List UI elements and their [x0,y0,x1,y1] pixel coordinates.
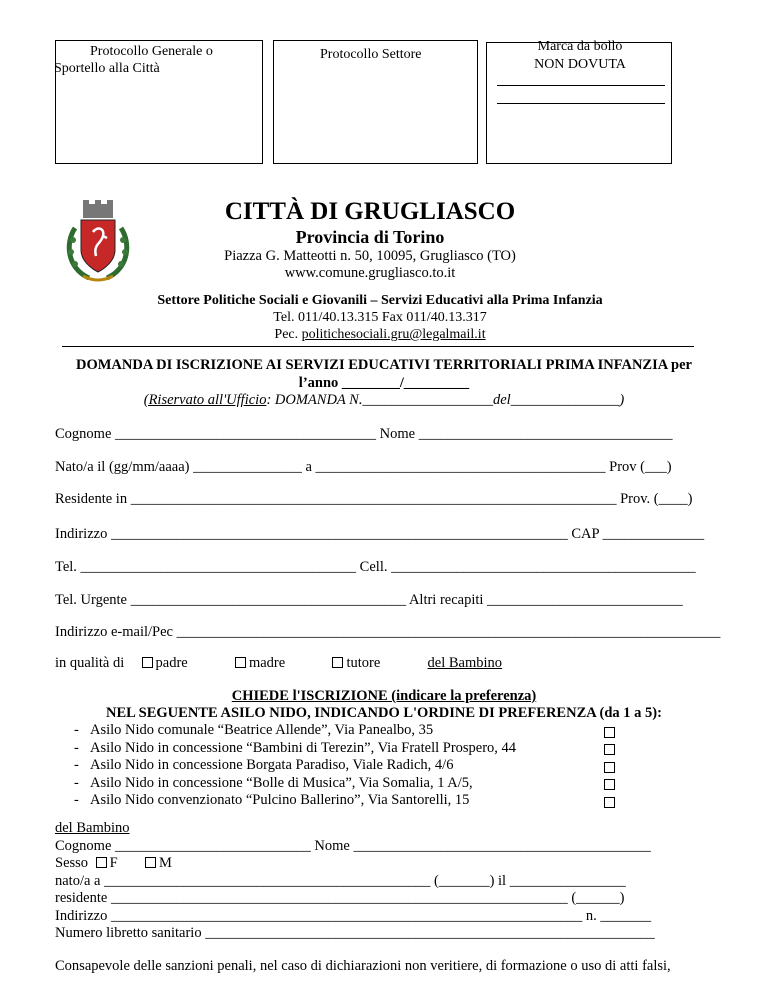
city-address: Piazza G. Matteotti n. 50, 10095, Grugliasco (TO) [224,248,516,264]
preferenza-checkbox[interactable] [604,797,615,808]
asilo-item: - Asilo Nido in concessione Borgata Paradiso, Viale Radich, 4/6 [74,757,454,773]
settore-title: Settore Politiche Sociali e Giovanili – Servizi Educativi alla Prima Infanzia [157,293,603,308]
bambino-cognome-nome-field[interactable]: Cognome ___________________________ Nome _________________________________________ [55,837,651,854]
city-title: CITTÀ DI GRUGLIASCO [224,198,516,225]
asilo-item: - Asilo Nido in concessione “Bambini di Terezin”, Via Fratell Prospero, 44 [74,739,517,756]
preferenza-checkbox[interactable] [604,744,615,755]
marca-bollo-label: Marca da bollo [537,39,623,54]
bambino-sesso-row [55,855,655,873]
consapevole-text: Consapevole delle sanzioni penali, nel caso di dichiarazioni non veritiere, di formazione o uso di atti falsi, [55,958,671,974]
tutore-checkbox[interactable] [332,657,343,668]
tel-cell-field[interactable]: Tel. ______________________________________ Cell. __________________________________________ [55,559,696,575]
residente-field[interactable]: Residente in ___________________________________________________________________ Prov. (____) [55,491,693,507]
email-pec-field[interactable]: Indirizzo e-mail/Pec ___________________________________________________________________________ [55,624,721,640]
protocollo-generale-label: Protocollo Generale o [90,44,213,59]
tel-fax: Tel. 011/40.13.315 Fax 011/40.13.317 [273,310,487,325]
protocollo-generale-box [55,40,263,164]
in-qualita-label: in qualità di [55,655,125,671]
header-divider [62,346,694,347]
asilo-item: - Asilo Nido in concessione “Bolle di Musica”, Via Somalia, 1 A/5, [74,774,473,791]
non-dovuta-label: NON DOVUTA [534,57,626,72]
chiede-subtitle: NEL SEGUENTE ASILO NIDO, INDICANDO L'ORDINE DI PREFERENZA (da 1 a 5): [106,705,662,721]
pec-line [0,327,760,343]
madre-checkbox[interactable] [235,657,246,668]
sesso-f-label: F [109,855,118,871]
padre-checkbox[interactable] [142,657,153,668]
province-title: Provincia di Torino [295,227,445,247]
preferenza-checkbox[interactable] [604,762,615,773]
tel-urgente-field[interactable]: Tel. Urgente ______________________________________ Altri recapiti ___________________________ [55,592,683,608]
nato-il-field[interactable]: Nato/a il (gg/mm/aaaa) _______________ a ________________________________________ Prov (___) [55,459,672,475]
asilo-item: - Asilo Nido convenzionato “Pulcino Ballerino”, Via Santorelli, 15 [74,792,470,808]
protocollo-settore-box [273,40,478,164]
form-year: l’anno ________/_________ [298,375,470,391]
bambino-residente-field[interactable]: residente _______________________________________________________________ (______) [55,890,625,906]
pec-label: Pec. [274,327,302,342]
in-qualita-row [55,655,715,672]
bambino-nato-field[interactable]: nato/a a _____________________________________________ (_______) il ________________ [55,872,626,889]
riservato-ufficio [0,392,768,409]
asilo-list [74,722,516,810]
marca-line-2 [497,103,665,104]
padre-label: padre [155,655,188,671]
sesso-m-label: M [159,855,172,871]
asilo-item: - Asilo Nido comunale “Beatrice Allende”, Via Panealbo, 35 [74,722,434,738]
indirizzo-cap-field[interactable]: Indirizzo _______________________________________________________________ CAP ______________ [55,526,705,542]
preferenza-checkbox[interactable] [604,779,615,790]
tutore-label: tutore [346,655,381,671]
bambino-indirizzo-field[interactable]: Indirizzo _________________________________________________________________ n. _______ [55,907,652,924]
riservato-label: (Riservato all'Ufficio [143,392,267,408]
cognome-nome-field[interactable]: Cognome ____________________________________ Nome ___________________________________ [55,426,673,442]
city-website[interactable]: www.comune.grugliasco.to.it [284,265,456,281]
pec-email-link[interactable]: politichesociali.gru@legalmail.it [301,327,486,342]
marca-line-1 [497,85,665,86]
riservato-fields: : DOMANDA N.__________________del_______________) [266,392,625,408]
preferenza-checkbox[interactable] [604,727,615,738]
chiede-title: CHIEDE l'ISCRIZIONE (indicare la preferenza) [231,688,537,704]
protocollo-settore-label: Protocollo Settore [320,47,422,62]
sesso-f-checkbox[interactable] [96,857,107,868]
sesso-m-checkbox[interactable] [145,857,156,868]
bambino-libretto-field[interactable]: Numero libretto sanitario ______________________________________________________________ [55,925,655,941]
sesso-label: Sesso [55,855,89,871]
form-title: DOMANDA DI ISCRIZIONE AI SERVIZI EDUCATIVI TERRITORIALI PRIMA INFANZIA per [76,357,692,373]
bambino-heading: del Bambino [55,820,130,836]
del-bambino-label: del Bambino [427,655,503,671]
marca-bollo-box [486,39,672,164]
sportello-label: Sportello alla Città [54,61,160,76]
madre-label: madre [248,655,286,671]
bambino-section [55,820,655,943]
